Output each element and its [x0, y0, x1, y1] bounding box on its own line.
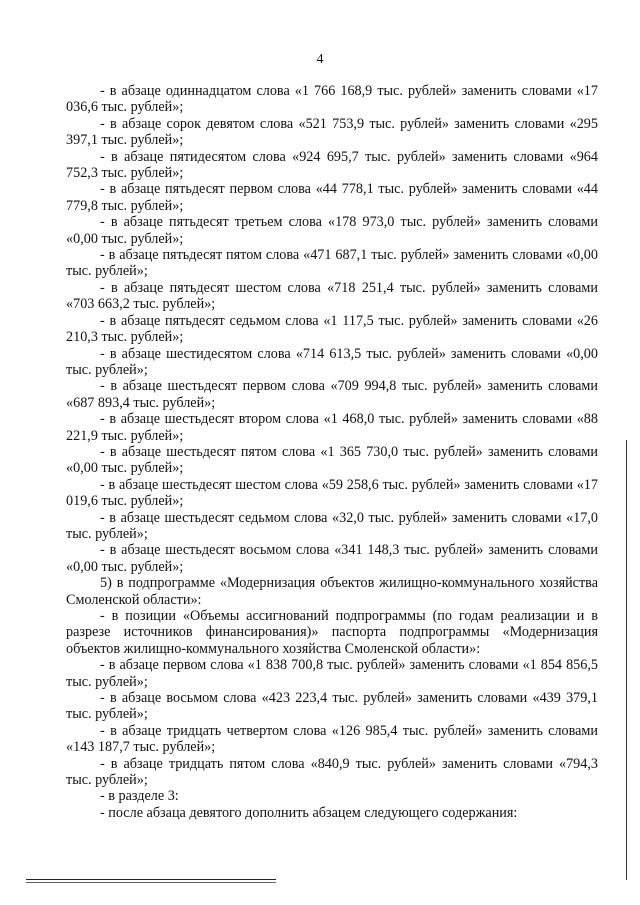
paragraph: - в абзаце шестьдесят восьмом слова «341 148,3 тыс. рублей» заменить словами «0,00 тыс. рублей»; — [66, 542, 598, 575]
paragraph: - в абзаце пятьдесят шестом слова «718 251,4 тыс. рублей» заменить словами «703 663,2 тыс. рублей»; — [66, 279, 598, 313]
paragraph: - в абзаце сорок девятом слова «521 753,9 тыс. рублей» заменить словами «295 397,1 тыс. рублей»; — [66, 115, 598, 149]
footer-rule-secondary — [26, 882, 276, 883]
document-body — [66, 83, 598, 821]
paragraph: - в абзаце пятидесятом слова «924 695,7 тыс. рублей» заменить словами «964 752,3 тыс. рублей»; — [66, 148, 598, 182]
paragraph: - в абзаце восьмом слова «423 223,4 тыс. рублей» заменить словами «439 379,1 тыс. рублей»; — [66, 690, 598, 723]
paragraph: - в абзаце тридцать пятом слова «840,9 тыс. рублей» заменить словами «794,3 тыс. рублей»; — [66, 755, 598, 789]
paragraph: - в абзаце шестьдесят первом слова «709 994,8 тыс. рублей» заменить словами «687 893,4 тыс. рублей»; — [66, 378, 598, 411]
paragraph: - в абзаце пятьдесят первом слова «44 778,1 тыс. рублей» заменить словами «44 779,8 тыс. рублей»; — [66, 181, 598, 214]
paragraph: - в разделе 3: — [100, 788, 179, 805]
page-number: 4 — [316, 52, 324, 67]
paragraph: - в позиции «Объемы ассигнований подпрограммы (по годам реализации и в разрезе источников финансирования)» паспорта подпрограммы «Модернизация объектов жилищно-коммунального хозяйства Смоленской области»: — [66, 608, 598, 657]
paragraph: - в абзаце пятьдесят третьем слова «178 973,0 тыс. рублей» заменить словами «0,00 тыс. рублей»; — [66, 214, 598, 247]
paragraph: - в абзаце пятьдесят седьмом слова «1 117,5 тыс. рублей» заменить словами «26 210,3 тыс. рублей»; — [66, 312, 598, 346]
paragraph: - в абзаце шестьдесят втором слова «1 468,0 тыс. рублей» заменить словами «88 221,9 тыс. рублей»; — [66, 411, 598, 444]
scan-edge-line — [626, 440, 627, 880]
paragraph: - в абзаце шестьдесят пятом слова «1 365 730,0 тыс. рублей» заменить словами «0,00 тыс. рублей»; — [66, 443, 598, 477]
paragraph: - в абзаце шестидесятом слова «714 613,5 тыс. рублей» заменить словами «0,00 тыс. рублей»; — [66, 345, 598, 378]
paragraph: - в абзаце шестьдесят седьмом слова «32,0 тыс. рублей» заменить словами «17,0 тыс. рублей»; — [66, 509, 598, 542]
footer-rule — [26, 879, 276, 880]
paragraph: - в абзаце пятьдесят пятом слова «471 687,1 тыс. рублей» заменить словами «0,00 тыс. рублей»; — [66, 247, 598, 280]
paragraph: - в абзаце шестьдесят шестом слова «59 258,6 тыс. рублей» заменить словами «17 019,6 тыс. рублей»; — [66, 476, 598, 510]
paragraph: - в абзаце первом слова «1 838 700,8 тыс. рублей» заменить словами «1 854 856,5 тыс. рублей»; — [66, 657, 598, 690]
paragraph: - в абзаце тридцать четвертом слова «126 985,4 тыс. рублей» заменить словами «143 187,7 тыс. рублей»; — [66, 722, 598, 756]
paragraph: - после абзаца девятого дополнить абзацем следующего содержания: — [100, 804, 518, 821]
paragraph: - в абзаце одиннадцатом слова «1 766 168,9 тыс. рублей» заменить словами «17 036,6 тыс. рублей»; — [66, 83, 598, 116]
subprogram-heading: 5) в подпрограмме «Модернизация объектов жилищно-коммунального хозяйства Смоленской области»: — [66, 575, 598, 608]
